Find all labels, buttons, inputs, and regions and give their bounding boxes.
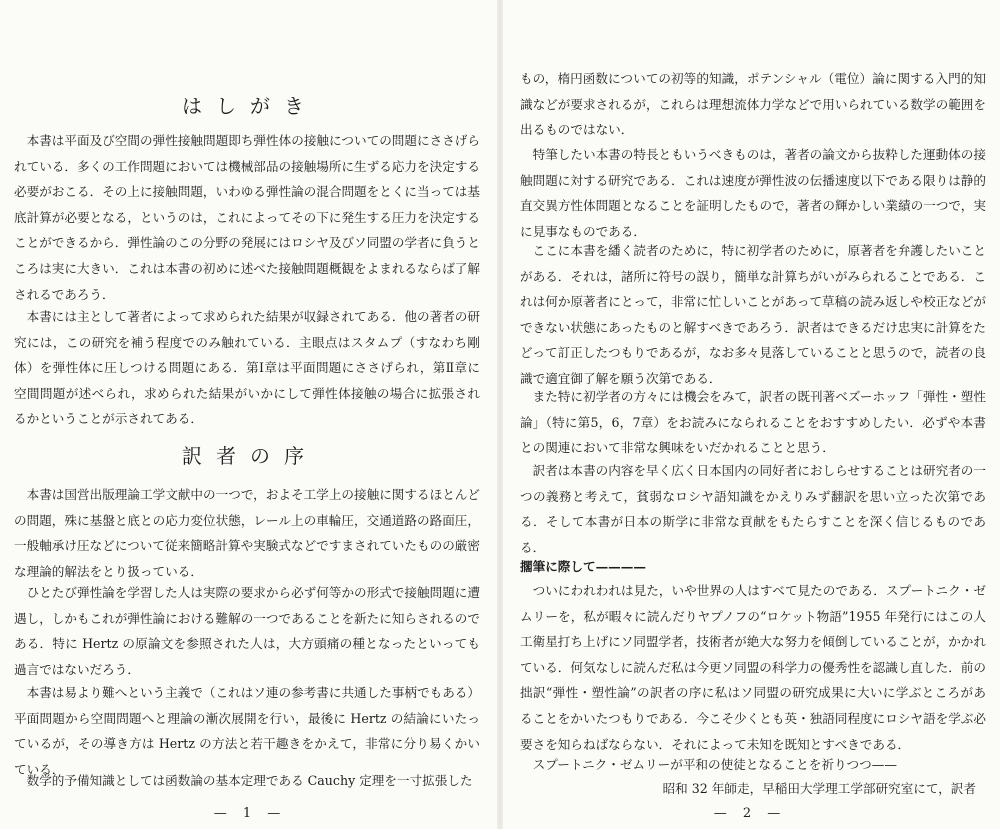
closing-paragraph-2: スプートニク・ゼムリーが平和の使徒となることを祈りつつ—— — [532, 757, 897, 772]
closing-paragraph-1: ついにわれわれは見た，いや世界の人はすべて見たのである．スプートニク・ゼムリーを，私が暇々に読んだりヤプノフの“ロケット物語”1955 年発行にはこの人工衛星打ち上げにソ同盟学者，技術者が絶大な努力を傾倒していることが，かかれている．何気なしに読んだ私は今更ソ同盟の科学力の優秀性を認識し直した．前の拙訳“弾性・塑性論”の訳者の序に私はソ同盟の研究成果に大いに学ぶところがあることをかいたつもりである．今こそ少くとも英・独語同程度にロシヤ語を学ぶ必要さを知らねばならない．それによって未知を既知とすべきである． — [520, 583, 986, 752]
translator-paragraph-1: 本書は国営出版理論工学文献中の一つで，およそ工学上の接触に関するほとんどの問題，殊に基盤と底との応力変位状態，レール上の車輪圧，交通道路の路面圧，一般軸承け圧などについて従来簡略計算や実験式などですまされていたものの厳密な理論的解法をとり扱っている． — [14, 487, 480, 579]
preface-paragraph-2: 本書には主として著者によって求められた結果が収録されてある．他の著者の研究には，この研究を補う程度でのみ触れている．主眼点はスタムプ（すなわち剛体）を弾性体に圧しつける問題にある．第Ⅰ章は平面問題にささげられ，第Ⅱ章に空間問題が述べられ，求められた結果がいかにして弾性体接触の場合に拡張されるかということが示されてある． — [14, 309, 480, 427]
closing-heading: 擱筆に際して———— — [520, 559, 646, 574]
right-page — [500, 0, 1000, 829]
right-paragraph-continuation: もの，楕円函数についての初等的知識，ポテンシャル（電位）論に関する入門的知識などが要求されるが，これらは理想流体力学などで用いられている数学の範囲を出るものではない． — [520, 71, 986, 138]
translator-paragraph-2: ひとたび弾性論を学習した人は実際の要求から必ず何等かの形式で接触問題に遭遇し，しかもこれが弾性論における難解の一つであることを新たに知らされるのである．特に Hertz の原論文を参照された人は，大方頭痛の種となったといっても過言ではないだろう． — [14, 585, 480, 677]
right-paragraph-3: ここに本書を繙く読者のために，特に初学者のために，原著者を弁護したいことがある．それは，諸所に符号の誤り，簡単な計算ちがいがみられることである．これは何か原著者にとって，非常に忙しいことがあって草稿の読み返しや校正などができない状態にあったものと解すべきであろう．訳者はできるだけ忠実に計算をたどって訂正したつもりであるが，なお多々見落していることと思うので，読者の良識で適宜御了解を願う次第である． — [520, 243, 986, 386]
page-number-right: — 2 — — [713, 806, 787, 821]
signature: 昭和 32 年師走，早稲田大学理工学部研究室にて，訳者 — [662, 781, 976, 796]
translator-preface-title: 訳者の序 — [182, 444, 318, 468]
preface-paragraph-1: 本書は平面及び空間の弾性接触問題即ち弾性体の接触についての問題にささげられている．多くの工作問題においては機械部品の接触場所に生ずる応力を決定する必要がおこる．その上に接触問題，いわゆる弾性論の混合問題をとくに当っては基底計算が必要となる，というのは，これによってその下に発生する圧力を決定することができるから．弾性論のこの分野の発展にはロシヤ及びソ同盟の学者に負うところは実に大きい．これは本書の初めに述べた接触問題概観をよまれるならば了解されるであろう． — [14, 133, 480, 302]
translator-paragraph-3: 本書は易より難へという主義で（これはソ連の参考書に共通した事柄でもある）平面問題から空間問題へと理論の漸次展開を行い，最後に Hertz の結論にいたっているが，その導き方は Hertz の方法と若干趣きをかえて，非常に分り易くかいている． — [14, 685, 480, 777]
right-paragraph-5: 訳者は本書の内容を早く広く日本国内の同好者におしらせすることは研究者の一つの義務と考えて，貧弱なロシヤ語知識をかえりみず翻訳を思い立った次第である．そして本書が日本の斯学に非常な貢献をもたらすことを深く信じるものである． — [520, 463, 987, 555]
translator-paragraph-4: 数学的予備知識としては函数論の基本定理である Cauchy 定理を一寸拡張した — [26, 773, 473, 788]
right-paragraph-4: また特に初学者の方々には機会をみて，訳者の既刊著ベズーホッフ「弾性・塑性論」（特に第5，6，7章）をお読みになられることをおすすめしたい．必ずや本書との関連において非常な興味をいだかれることと思う． — [520, 389, 986, 456]
page-number-left: — 1 — — [213, 806, 287, 821]
preface-title: はしがき — [182, 94, 318, 118]
right-paragraph-2: 特筆したい本書の特長ともいうべきものは，著者の論文から抜粋した運動体の接触問題に対する研究である．これは速度が弾性波の伝播速度以下である限りは静的直交異方性体問題となることを証明したもので，著者の輝かしい業績の一つで，実に見事なものである． — [520, 147, 986, 239]
